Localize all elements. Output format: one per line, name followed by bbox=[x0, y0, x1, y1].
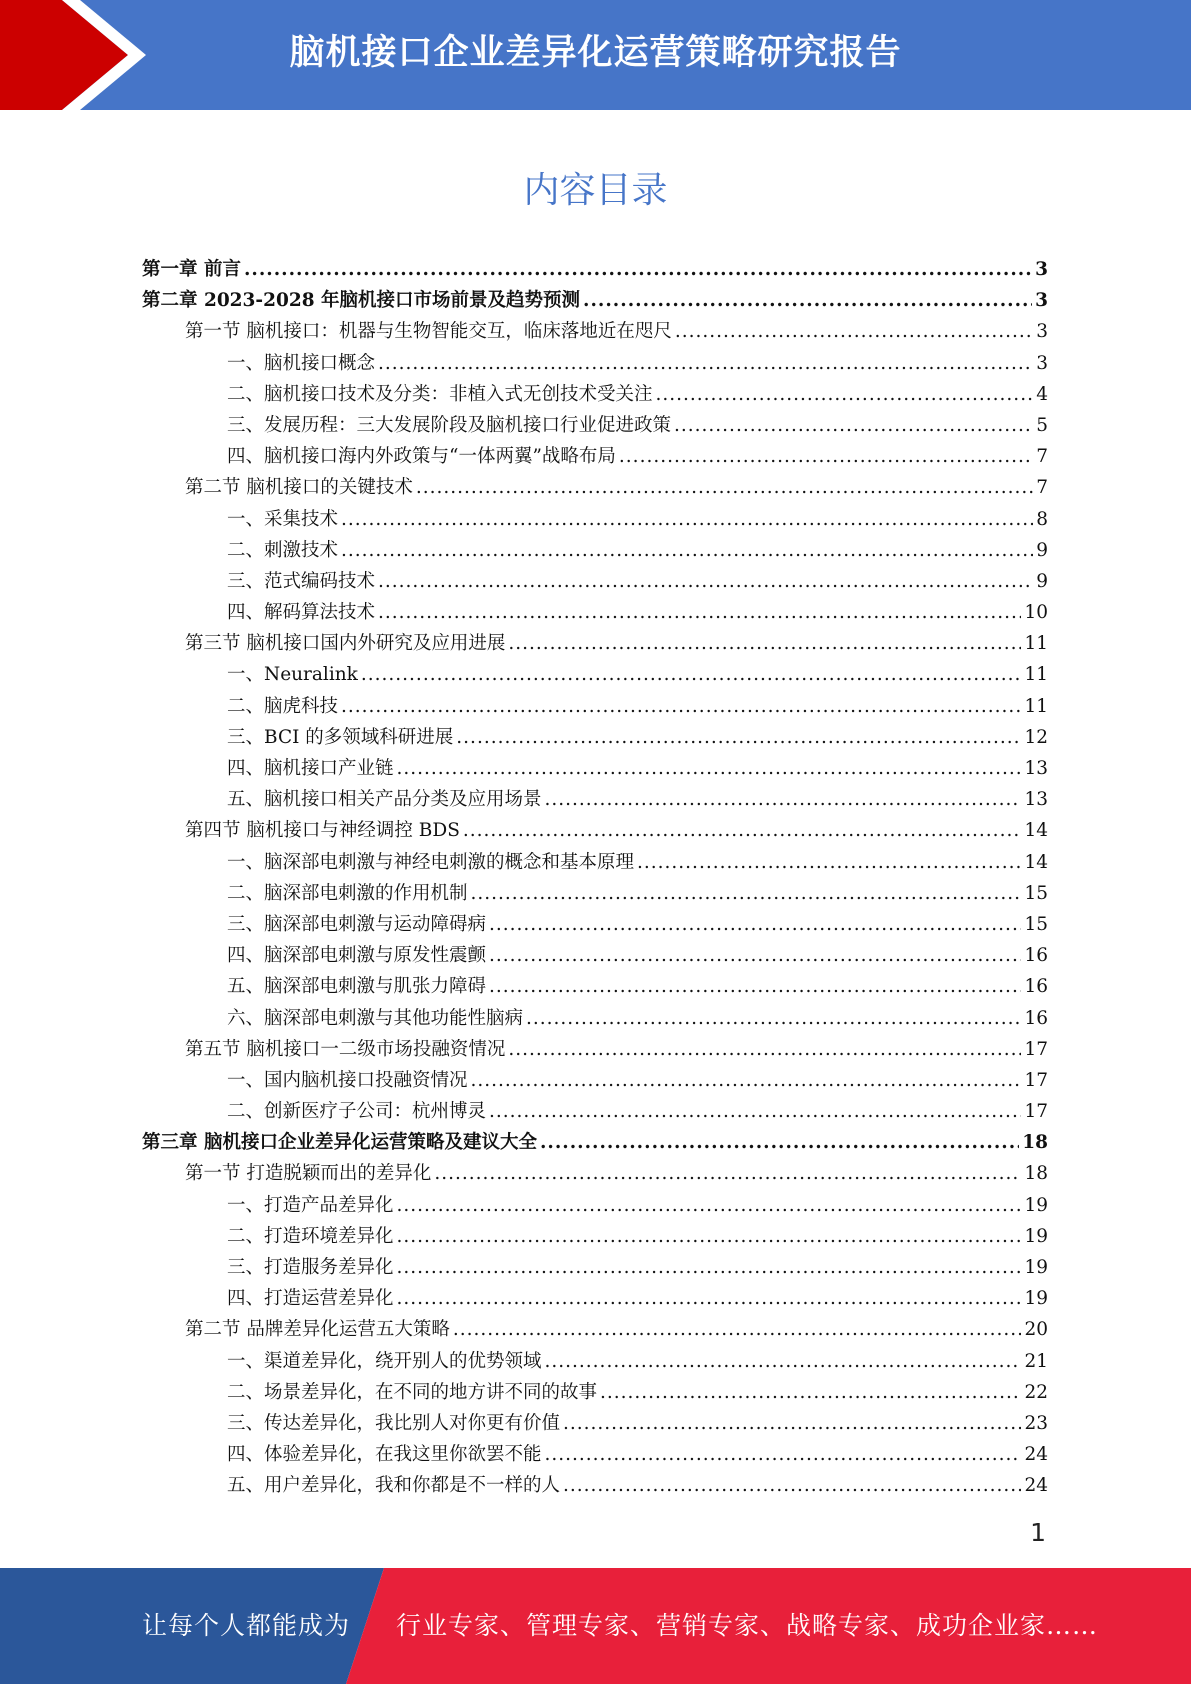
toc-entry-label: 三、范式编码技术 bbox=[227, 570, 376, 592]
toc-entry[interactable] bbox=[142, 535, 1048, 566]
toc-entry-label: 一、打造产品差异化 bbox=[227, 1194, 394, 1216]
toc-dot-leader bbox=[341, 535, 1033, 566]
toc-dot-leader bbox=[540, 1127, 1019, 1158]
toc-entry[interactable] bbox=[142, 410, 1048, 441]
toc-entry-label: 第五节 脑机接口一二级市场投融资情况 bbox=[185, 1038, 506, 1060]
toc-entry-page: 8 bbox=[1036, 508, 1048, 530]
table-of-contents bbox=[142, 254, 1048, 1502]
toc-entry-label: 第三节 脑机接口国内外研究及应用进展 bbox=[185, 633, 506, 655]
toc-dot-leader bbox=[471, 878, 1022, 909]
toc-entry[interactable] bbox=[142, 1283, 1048, 1314]
toc-entry-page: 23 bbox=[1024, 1412, 1048, 1434]
toc-entry-page: 22 bbox=[1024, 1381, 1048, 1403]
page-number: 1 bbox=[1030, 1518, 1046, 1547]
toc-entry-page: 18 bbox=[1022, 1132, 1048, 1154]
toc-dot-leader bbox=[453, 1314, 1022, 1345]
toc-dot-leader bbox=[637, 847, 1021, 878]
toc-dot-leader bbox=[244, 254, 1032, 285]
toc-entry-page: 20 bbox=[1024, 1319, 1048, 1341]
toc-entry[interactable] bbox=[142, 628, 1048, 659]
toc-entry-label: 第四节 脑机接口与神经调控 BDS bbox=[185, 820, 460, 842]
toc-entry[interactable] bbox=[142, 316, 1048, 347]
toc-entry-label: 第二节 脑机接口的关键技术 bbox=[185, 477, 413, 499]
toc-entry[interactable] bbox=[142, 1034, 1048, 1065]
toc-entry-page: 3 bbox=[1036, 321, 1048, 343]
toc-entry[interactable] bbox=[142, 566, 1048, 597]
toc-entry[interactable] bbox=[142, 1065, 1048, 1096]
toc-entry-page: 24 bbox=[1024, 1444, 1048, 1466]
footer-slogan-right: 行业专家、管理专家、营销专家、战略专家、成功企业家…… bbox=[396, 1611, 1099, 1640]
toc-entry-label: 三、发展历程：三大发展阶段及脑机接口行业促进政策 bbox=[227, 414, 672, 436]
toc-entry-label: 第二节 品牌差异化运营五大策略 bbox=[185, 1319, 450, 1341]
toc-entry[interactable] bbox=[142, 815, 1048, 846]
toc-dot-leader bbox=[619, 441, 1033, 472]
toc-entry-label: 第二章 2023-2028 年脑机接口市场前景及趋势预测 bbox=[142, 290, 581, 312]
toc-entry-page: 11 bbox=[1024, 664, 1048, 686]
toc-entry-page: 16 bbox=[1024, 976, 1048, 998]
toc-entry-page: 4 bbox=[1036, 383, 1048, 405]
toc-entry-page: 3 bbox=[1035, 290, 1048, 312]
toc-entry[interactable] bbox=[142, 504, 1048, 535]
toc-dot-leader bbox=[456, 722, 1021, 753]
toc-entry-page: 19 bbox=[1024, 1225, 1048, 1247]
toc-entry-page: 16 bbox=[1024, 1007, 1048, 1029]
toc-entry-page: 3 bbox=[1036, 352, 1048, 374]
toc-dot-leader bbox=[563, 1470, 1021, 1501]
toc-entry-label: 三、传达差异化，我比别人对你更有价值 bbox=[227, 1412, 561, 1434]
toc-entry[interactable] bbox=[142, 691, 1048, 722]
toc-entry-label: 一、Neuralink bbox=[227, 664, 358, 686]
toc-entry-label: 一、国内脑机接口投融资情况 bbox=[227, 1069, 468, 1091]
toc-dot-leader bbox=[463, 815, 1022, 846]
toc-entry-label: 五、脑机接口相关产品分类及应用场景 bbox=[227, 789, 542, 811]
toc-dot-leader bbox=[397, 1190, 1022, 1221]
toc-entry-label: 第一章 前言 bbox=[142, 259, 241, 280]
toc-dot-leader bbox=[545, 1346, 1022, 1377]
toc-dot-leader bbox=[545, 784, 1022, 815]
toc-entry-label: 四、打造运营差异化 bbox=[227, 1288, 394, 1310]
toc-dot-leader bbox=[378, 348, 1033, 379]
toc-entry[interactable] bbox=[142, 254, 1048, 285]
toc-entry-label: 二、脑虎科技 bbox=[227, 695, 339, 717]
toc-dot-leader bbox=[674, 410, 1033, 441]
report-header-banner bbox=[0, 0, 1191, 110]
toc-entry-label: 二、刺激技术 bbox=[227, 539, 339, 561]
toc-dot-leader bbox=[489, 971, 1021, 1002]
toc-dot-leader bbox=[361, 659, 1022, 690]
toc-entry-page: 17 bbox=[1024, 1038, 1048, 1060]
toc-dot-leader bbox=[545, 1439, 1022, 1470]
toc-entry-page: 3 bbox=[1035, 259, 1048, 280]
toc-dot-leader bbox=[508, 628, 1021, 659]
footer-banner bbox=[0, 1568, 1191, 1684]
toc-entry-page: 17 bbox=[1024, 1069, 1048, 1091]
toc-entry-label: 一、采集技术 bbox=[227, 508, 339, 530]
toc-entry-label: 四、解码算法技术 bbox=[227, 602, 376, 624]
toc-entry-page: 21 bbox=[1024, 1350, 1048, 1372]
toc-entry[interactable] bbox=[142, 1003, 1048, 1034]
toc-entry-page: 17 bbox=[1024, 1101, 1048, 1123]
toc-entry[interactable] bbox=[142, 1314, 1048, 1345]
toc-entry-page: 16 bbox=[1024, 945, 1048, 967]
toc-dot-leader bbox=[397, 1283, 1022, 1314]
toc-entry-page: 14 bbox=[1024, 851, 1048, 873]
toc-dot-leader bbox=[434, 1158, 1021, 1189]
toc-entry-page: 11 bbox=[1024, 633, 1048, 655]
toc-entry[interactable] bbox=[142, 1439, 1048, 1470]
toc-entry[interactable] bbox=[142, 1377, 1048, 1408]
toc-dot-leader bbox=[378, 566, 1033, 597]
toc-entry[interactable] bbox=[142, 441, 1048, 472]
toc-dot-leader bbox=[397, 1252, 1022, 1283]
toc-dot-leader bbox=[526, 1003, 1021, 1034]
toc-entry[interactable] bbox=[142, 971, 1048, 1002]
toc-entry-label: 三、打造服务差异化 bbox=[227, 1257, 394, 1278]
toc-entry-label: 三、脑深部电刺激与运动障碍病 bbox=[227, 913, 487, 935]
toc-entry-page: 7 bbox=[1036, 446, 1048, 468]
toc-dot-leader bbox=[656, 379, 1034, 410]
toc-dot-leader bbox=[489, 909, 1021, 940]
toc-entry-label: 四、体验差异化，在我这里你欲罢不能 bbox=[227, 1444, 542, 1466]
toc-entry[interactable] bbox=[142, 878, 1048, 909]
toc-dot-leader bbox=[675, 316, 1033, 347]
toc-entry[interactable] bbox=[142, 1346, 1048, 1377]
toc-entry-label: 一、渠道差异化，绕开别人的优势领域 bbox=[227, 1350, 542, 1372]
toc-dot-leader bbox=[397, 1221, 1022, 1252]
toc-dot-leader bbox=[489, 940, 1021, 971]
toc-entry[interactable] bbox=[142, 1127, 1048, 1158]
footer-slogan-left: 让每个人都能成为 bbox=[142, 1611, 351, 1640]
toc-entry[interactable] bbox=[142, 722, 1048, 753]
toc-entry-label: 四、脑机接口产业链 bbox=[227, 758, 394, 779]
toc-entry-label: 第一节 脑机接口：机器与生物智能交互，临床落地近在咫尺 bbox=[185, 321, 672, 343]
toc-entry[interactable] bbox=[142, 1096, 1048, 1127]
toc-entry-page: 18 bbox=[1024, 1163, 1048, 1185]
toc-dot-leader bbox=[563, 1408, 1021, 1439]
toc-entry[interactable] bbox=[142, 1190, 1048, 1221]
toc-heading: 内容目录 bbox=[523, 170, 668, 211]
toc-entry-label: 二、打造环境差异化 bbox=[227, 1225, 394, 1247]
toc-entry-label: 五、用户差异化，我和你都是不一样的人 bbox=[227, 1475, 561, 1497]
toc-dot-leader bbox=[489, 1096, 1021, 1127]
toc-dot-leader bbox=[508, 1034, 1021, 1065]
report-title: 脑机接口企业差异化运营策略研究报告 bbox=[289, 33, 902, 73]
toc-entry-page: 12 bbox=[1024, 726, 1048, 748]
toc-entry[interactable] bbox=[142, 1470, 1048, 1501]
toc-entry-page: 15 bbox=[1024, 882, 1048, 904]
toc-entry-label: 四、脑机接口海内外政策与“一体两翼”战略布局 bbox=[227, 446, 616, 468]
toc-entry[interactable] bbox=[142, 1408, 1048, 1439]
toc-entry-page: 11 bbox=[1024, 695, 1048, 717]
toc-entry[interactable] bbox=[142, 1221, 1048, 1252]
toc-entry-label: 五、脑深部电刺激与肌张力障碍 bbox=[227, 976, 487, 998]
toc-entry-label: 二、脑深部电刺激的作用机制 bbox=[227, 882, 468, 904]
toc-entry[interactable] bbox=[142, 348, 1048, 379]
toc-entry-page: 5 bbox=[1036, 414, 1048, 436]
toc-entry-page: 10 bbox=[1024, 602, 1048, 624]
toc-entry-label: 二、创新医疗子公司：杭州博灵 bbox=[227, 1101, 487, 1123]
toc-dot-leader bbox=[378, 597, 1021, 628]
toc-entry-page: 13 bbox=[1024, 758, 1048, 779]
toc-entry-page: 7 bbox=[1036, 477, 1048, 499]
toc-entry-label: 一、脑机接口概念 bbox=[227, 352, 376, 374]
toc-entry[interactable] bbox=[142, 597, 1048, 628]
toc-entry-page: 9 bbox=[1036, 570, 1048, 592]
toc-entry-page: 13 bbox=[1024, 789, 1048, 811]
toc-entry-label: 六、脑深部电刺激与其他功能性脑病 bbox=[227, 1007, 524, 1029]
toc-entry[interactable] bbox=[142, 472, 1048, 503]
toc-dot-leader bbox=[341, 504, 1033, 535]
toc-entry-page: 24 bbox=[1024, 1475, 1048, 1497]
toc-entry-label: 第三章 脑机接口企业差异化运营策略及建议大全 bbox=[142, 1132, 537, 1154]
toc-entry-page: 19 bbox=[1024, 1288, 1048, 1310]
toc-entry-label: 第一节 打造脱颖而出的差异化 bbox=[185, 1163, 432, 1185]
toc-dot-leader bbox=[416, 472, 1033, 503]
toc-dot-leader bbox=[600, 1377, 1021, 1408]
toc-entry-label: 三、BCI 的多领域科研进展 bbox=[227, 726, 454, 748]
toc-entry[interactable] bbox=[142, 847, 1048, 878]
toc-dot-leader bbox=[341, 691, 1021, 722]
toc-entry[interactable] bbox=[142, 379, 1048, 410]
toc-entry-label: 四、脑深部电刺激与原发性震颤 bbox=[227, 945, 487, 967]
toc-entry-page: 15 bbox=[1024, 913, 1048, 935]
toc-entry[interactable] bbox=[142, 940, 1048, 971]
toc-entry-label: 二、脑机接口技术及分类：非植入式无创技术受关注 bbox=[227, 383, 653, 405]
toc-entry-page: 9 bbox=[1036, 539, 1048, 561]
toc-dot-leader bbox=[583, 285, 1032, 316]
toc-entry[interactable] bbox=[142, 1158, 1048, 1189]
toc-entry[interactable] bbox=[142, 784, 1048, 815]
toc-entry[interactable] bbox=[142, 659, 1048, 690]
toc-dot-leader bbox=[397, 753, 1022, 784]
toc-entry[interactable] bbox=[142, 753, 1048, 784]
toc-entry[interactable] bbox=[142, 1252, 1048, 1283]
toc-entry-page: 19 bbox=[1024, 1194, 1048, 1216]
toc-entry-label: 二、场景差异化，在不同的地方讲不同的故事 bbox=[227, 1381, 598, 1403]
toc-entry-page: 14 bbox=[1024, 820, 1048, 842]
toc-entry[interactable] bbox=[142, 909, 1048, 940]
toc-entry[interactable] bbox=[142, 285, 1048, 316]
toc-dot-leader bbox=[471, 1065, 1022, 1096]
toc-entry-page: 19 bbox=[1024, 1257, 1048, 1278]
toc-entry-label: 一、脑深部电刺激与神经电刺激的概念和基本原理 bbox=[227, 851, 635, 873]
